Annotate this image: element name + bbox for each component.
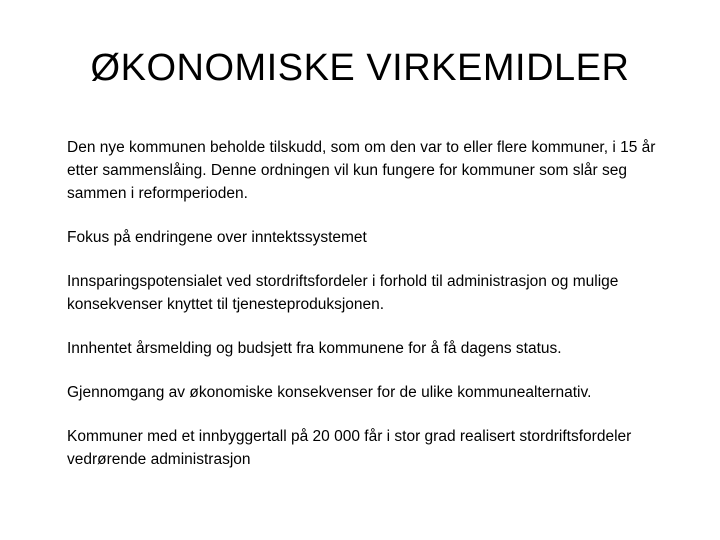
paragraph-innbyggertall: Kommuner med et innbyggertall på 20 000 får i stor grad realisert stordriftsfordeler vedrørende administrasjon	[67, 428, 632, 468]
body-text	[67, 136, 667, 492]
paragraph-innsparing: Innsparingspotensialet ved stordriftsfordeler i forhold til administrasjon og mulige konsekvenser knyttet til tjenesteproduksjonen.	[67, 273, 619, 313]
slide-title: ØKONOMISKE VIRKEMIDLER	[90, 47, 630, 89]
paragraph-fokus: Fokus på endringene over inntektssystemet	[67, 229, 367, 246]
paragraph-arsmelding: Innhentet årsmelding og budsjett fra kommunene for å få dagens status.	[67, 340, 562, 357]
paragraph-tilskudd: Den nye kommunen beholde tilskudd, som om den var to eller flere kommuner, i 15 år etter sammenslåing. Denne ordningen vil kun fungere for kommuner som slår seg sammen i reformperioden.	[67, 139, 656, 202]
paragraph-gjennomgang: Gjennomgang av økonomiske konsekvenser for de ulike kommunealternativ.	[67, 384, 592, 401]
